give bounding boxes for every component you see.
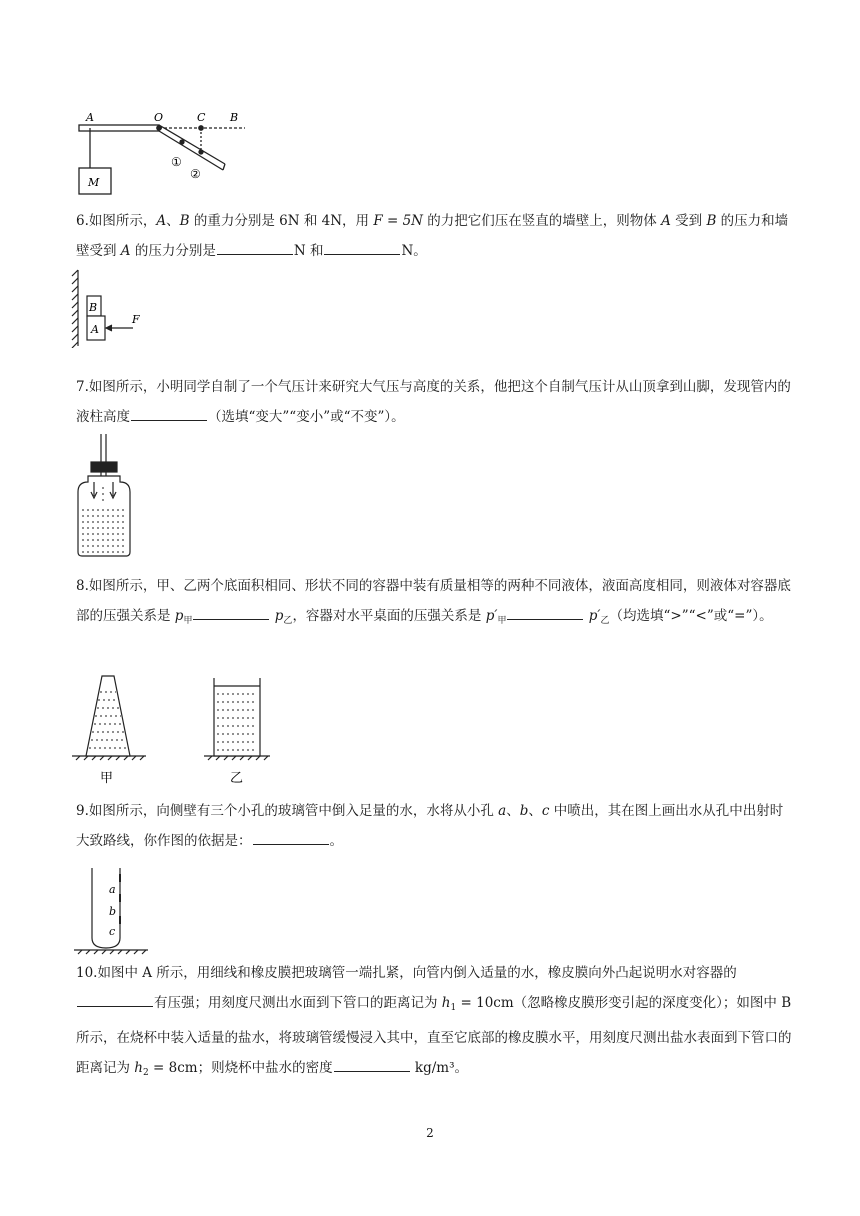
q8-sub: 甲 (183, 616, 193, 626)
block-b-label: B (89, 301, 98, 314)
answer-blank[interactable] (334, 1056, 410, 1072)
q6-text: N 和 (293, 243, 324, 259)
q10-value: = 8cm (148, 1060, 198, 1076)
answer-blank[interactable] (324, 239, 400, 255)
q9-text: 。 (329, 833, 343, 849)
q10-var-h2: h (134, 1060, 143, 1076)
q8-sub: 乙 (283, 616, 293, 626)
q6-text: N。 (401, 243, 427, 259)
question-6 (76, 206, 792, 266)
label-a: A (86, 111, 94, 124)
q9-var-a: a (498, 803, 507, 819)
q9-var-b: b (519, 803, 529, 819)
q6-text: 的力把它们压在竖直的墙壁上，则物体 (423, 213, 662, 229)
label-b: B (230, 111, 239, 124)
q6-var-a: A (156, 213, 167, 229)
q9-text: 中喷出，其在图上画出水从孔中出射时大致路线，你作图的依据是： (76, 803, 784, 849)
lever-diagram (79, 125, 245, 194)
q8-sub: 甲 (497, 616, 507, 626)
q6-var-b: B (179, 213, 190, 229)
q8-text: （均选填“>”“<”或“=”）。 (609, 608, 773, 624)
hole-c-label: c (109, 925, 116, 938)
q6-var-a: A (120, 243, 131, 259)
block-a-label: A (91, 323, 99, 336)
q8-var-p-prime: p′ (485, 608, 498, 624)
q10-sub: 2 (143, 1068, 149, 1078)
label-circle-1: ① (171, 155, 182, 169)
q10-var-h1: h (441, 995, 451, 1011)
label-c: C (197, 111, 206, 124)
q10-value: = 10cm (456, 995, 514, 1011)
q8-var-p: p (274, 608, 284, 624)
lever-figure (70, 108, 250, 198)
q6-var-b: B (706, 213, 717, 229)
q6-var-a: A (661, 213, 671, 229)
q10-text: 10.如图中 A 所示，用细线和橡皮膜把玻璃管一端扎紧，向管内倒入适量的水，橡皮膜向外凸起说明水对容器的 (76, 965, 737, 981)
question-8 (76, 571, 792, 636)
q6-text: 的压力分别是 (130, 243, 216, 259)
label-jia: 甲 (100, 771, 114, 786)
answer-blank[interactable] (77, 991, 153, 1007)
answer-blank[interactable] (507, 604, 583, 620)
wall-blocks-figure (70, 268, 160, 348)
q10-sub: 1 (450, 1003, 457, 1013)
barometer-figure (74, 432, 134, 560)
label-m: M (88, 176, 100, 189)
q8-sub: 乙 (600, 616, 610, 626)
q10-text: ；则烧杯中盐水的密度 (197, 1060, 333, 1076)
q7-text: （选填“变大”“变小”或“不变”）。 (208, 409, 405, 425)
q6-text: 的重力分别是 6N 和 4N，用 (189, 213, 374, 229)
answer-blank[interactable] (253, 829, 329, 845)
answer-blank[interactable] (217, 239, 293, 255)
q6-text: 受到 (670, 213, 707, 229)
question-7 (76, 372, 792, 432)
q9-text: 9.如图所示，向侧壁有三个小孔的玻璃管中倒入足量的水，水将从小孔 (76, 803, 499, 819)
q10-unit: kg/m³ (414, 1060, 455, 1076)
q10-text: （忽略橡皮膜形变引起的深度变化）；如图中 B 所示，在烧杯中装入适量的盐水，将玻璃管缓慢浸入其中，直至它底部的橡皮膜水平，用刻度尺测出盐水表面到下管口的距离记为 (76, 995, 792, 1076)
q9-text: 、 (528, 803, 542, 819)
q6-text: 的压力和墙壁受到 (76, 213, 789, 259)
label-circle-2: ② (190, 167, 201, 181)
q6-formula: F = 5N (373, 213, 423, 229)
q7-text: 7.如图所示，小明同学自制了一个气压计来研究大气压与高度的关系，他把这个自制气压计从山顶拿到山脚，发现管内的液柱高度 (76, 379, 791, 425)
q8-text: ，容器对水平桌面的压强关系是 (292, 608, 486, 624)
answer-blank[interactable] (193, 604, 269, 620)
hole-b-label: b (109, 905, 117, 918)
q6-text: 6.如图所示， (76, 213, 157, 229)
answer-blank[interactable] (131, 405, 207, 421)
q6-text: 、 (166, 213, 180, 229)
q8-var-p-prime: p′ (588, 608, 601, 624)
q10-text: 有压强；用刻度尺测出水面到下管口的距离记为 (154, 995, 442, 1011)
question-9 (76, 796, 792, 856)
q8-text: 8.如图所示，甲、乙两个底面积相同、形状不同的容器中装有质量相等的两种不同液体，液面高度相同，则液体对容器底部的压强关系是 (76, 578, 791, 624)
containers-figure (70, 672, 280, 790)
wall-hatch (72, 270, 78, 348)
page-number: 2 (426, 1126, 434, 1140)
q8-var-p: p (174, 608, 184, 624)
force-f-label: F (132, 313, 140, 326)
glass-tube-figure (72, 864, 152, 958)
question-10 (76, 958, 792, 1088)
q9-text: 、 (506, 803, 520, 819)
q9-var-c: c (541, 803, 550, 819)
q10-text: 。 (454, 1060, 468, 1076)
label-yi: 乙 (230, 771, 244, 786)
hole-a-label: a (109, 883, 116, 896)
label-o: O (154, 111, 164, 124)
